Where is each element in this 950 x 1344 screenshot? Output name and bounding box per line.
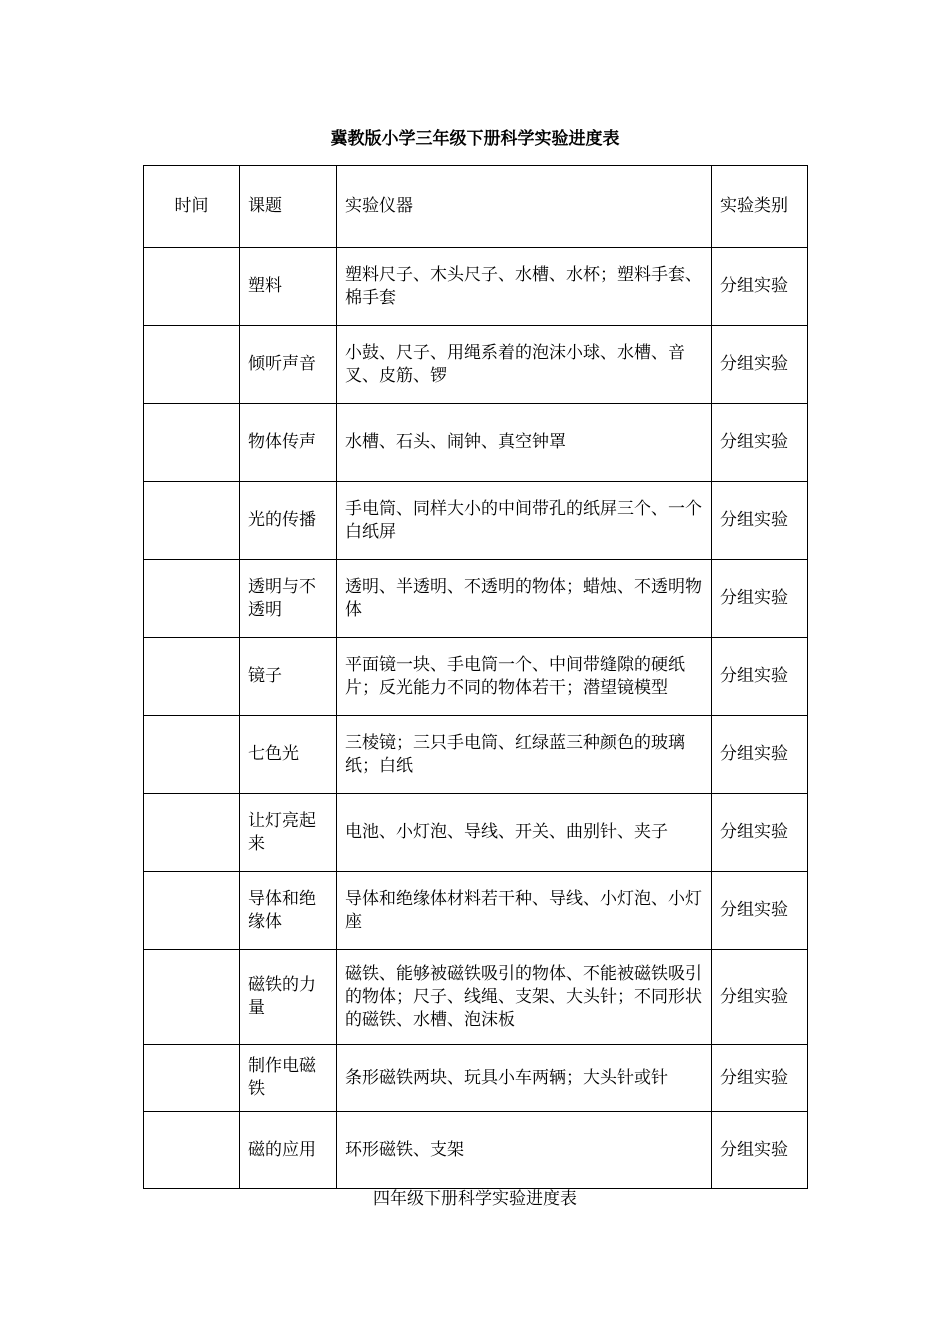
cell-category: 分组实验 [712, 794, 808, 872]
cell-time [144, 560, 240, 638]
document-title: 冀教版小学三年级下册科学实验进度表 [330, 129, 620, 149]
cell-equipment: 磁铁、能够被磁铁吸引的物体、不能被磁铁吸引的物体；尺子、线绳、支架、大头针；不同形状的磁铁、水槽、泡沫板 [337, 950, 712, 1045]
cell-topic: 磁铁的力量 [240, 950, 337, 1045]
table-row [144, 482, 808, 560]
cell-topic: 物体传声 [240, 404, 337, 482]
cell-category: 分组实验 [712, 248, 808, 326]
cell-time [144, 1112, 240, 1189]
table-row [144, 950, 808, 1045]
header-time: 时间 [144, 166, 240, 248]
cell-time [144, 794, 240, 872]
cell-equipment: 透明、半透明、不透明的物体；蜡烛、不透明物体 [337, 560, 712, 638]
cell-equipment: 平面镜一块、手电筒一个、中间带缝隙的硬纸片；反光能力不同的物体若干；潜望镜模型 [337, 638, 712, 716]
table-row [144, 326, 808, 404]
cell-category: 分组实验 [712, 482, 808, 560]
table-row [144, 716, 808, 794]
cell-topic: 七色光 [240, 716, 337, 794]
cell-equipment: 环形磁铁、支架 [337, 1112, 712, 1189]
table-row [144, 560, 808, 638]
cell-topic: 镜子 [240, 638, 337, 716]
header-category: 实验类别 [712, 166, 808, 248]
cell-equipment: 三棱镜；三只手电筒、红绿蓝三种颜色的玻璃纸；白纸 [337, 716, 712, 794]
header-topic: 课题 [240, 166, 337, 248]
table-row [144, 638, 808, 716]
table-row [144, 404, 808, 482]
cell-category: 分组实验 [712, 326, 808, 404]
cell-equipment: 电池、小灯泡、导线、开关、曲别针、夹子 [337, 794, 712, 872]
cell-topic: 制作电磁铁 [240, 1045, 337, 1112]
cell-equipment: 条形磁铁两块、玩具小车两辆；大头针或针 [337, 1045, 712, 1112]
header-equipment: 实验仪器 [337, 166, 712, 248]
cell-topic: 磁的应用 [240, 1112, 337, 1189]
cell-time [144, 638, 240, 716]
cell-category: 分组实验 [712, 560, 808, 638]
cell-time [144, 872, 240, 950]
cell-time [144, 950, 240, 1045]
table-row [144, 248, 808, 326]
experiment-progress-table [143, 165, 808, 1189]
cell-equipment: 导体和绝缘体材料若干种、导线、小灯泡、小灯座 [337, 872, 712, 950]
cell-time [144, 1045, 240, 1112]
cell-topic: 导体和绝缘体 [240, 872, 337, 950]
cell-category: 分组实验 [712, 404, 808, 482]
cell-equipment: 手电筒、同样大小的中间带孔的纸屏三个、一个白纸屏 [337, 482, 712, 560]
cell-time [144, 482, 240, 560]
table-row [144, 1045, 808, 1112]
cell-topic: 光的传播 [240, 482, 337, 560]
cell-time [144, 248, 240, 326]
table-header-row [144, 166, 808, 248]
cell-category: 分组实验 [712, 872, 808, 950]
cell-topic: 倾听声音 [240, 326, 337, 404]
cell-topic: 透明与不透明 [240, 560, 337, 638]
cell-time [144, 716, 240, 794]
cell-equipment: 塑料尺子、木头尺子、水槽、水杯；塑料手套、棉手套 [337, 248, 712, 326]
cell-topic: 塑料 [240, 248, 337, 326]
cell-category: 分组实验 [712, 716, 808, 794]
cell-time [144, 404, 240, 482]
next-section-title: 四年级下册科学实验进度表 [373, 1189, 577, 1209]
cell-category: 分组实验 [712, 1045, 808, 1112]
table-row [144, 872, 808, 950]
cell-equipment: 小鼓、尺子、用绳系着的泡沫小球、水槽、音叉、皮筋、锣 [337, 326, 712, 404]
cell-category: 分组实验 [712, 638, 808, 716]
table-row [144, 794, 808, 872]
cell-equipment: 水槽、石头、闹钟、真空钟罩 [337, 404, 712, 482]
table-row [144, 1112, 808, 1189]
cell-category: 分组实验 [712, 1112, 808, 1189]
cell-topic: 让灯亮起来 [240, 794, 337, 872]
cell-time [144, 326, 240, 404]
cell-category: 分组实验 [712, 950, 808, 1045]
